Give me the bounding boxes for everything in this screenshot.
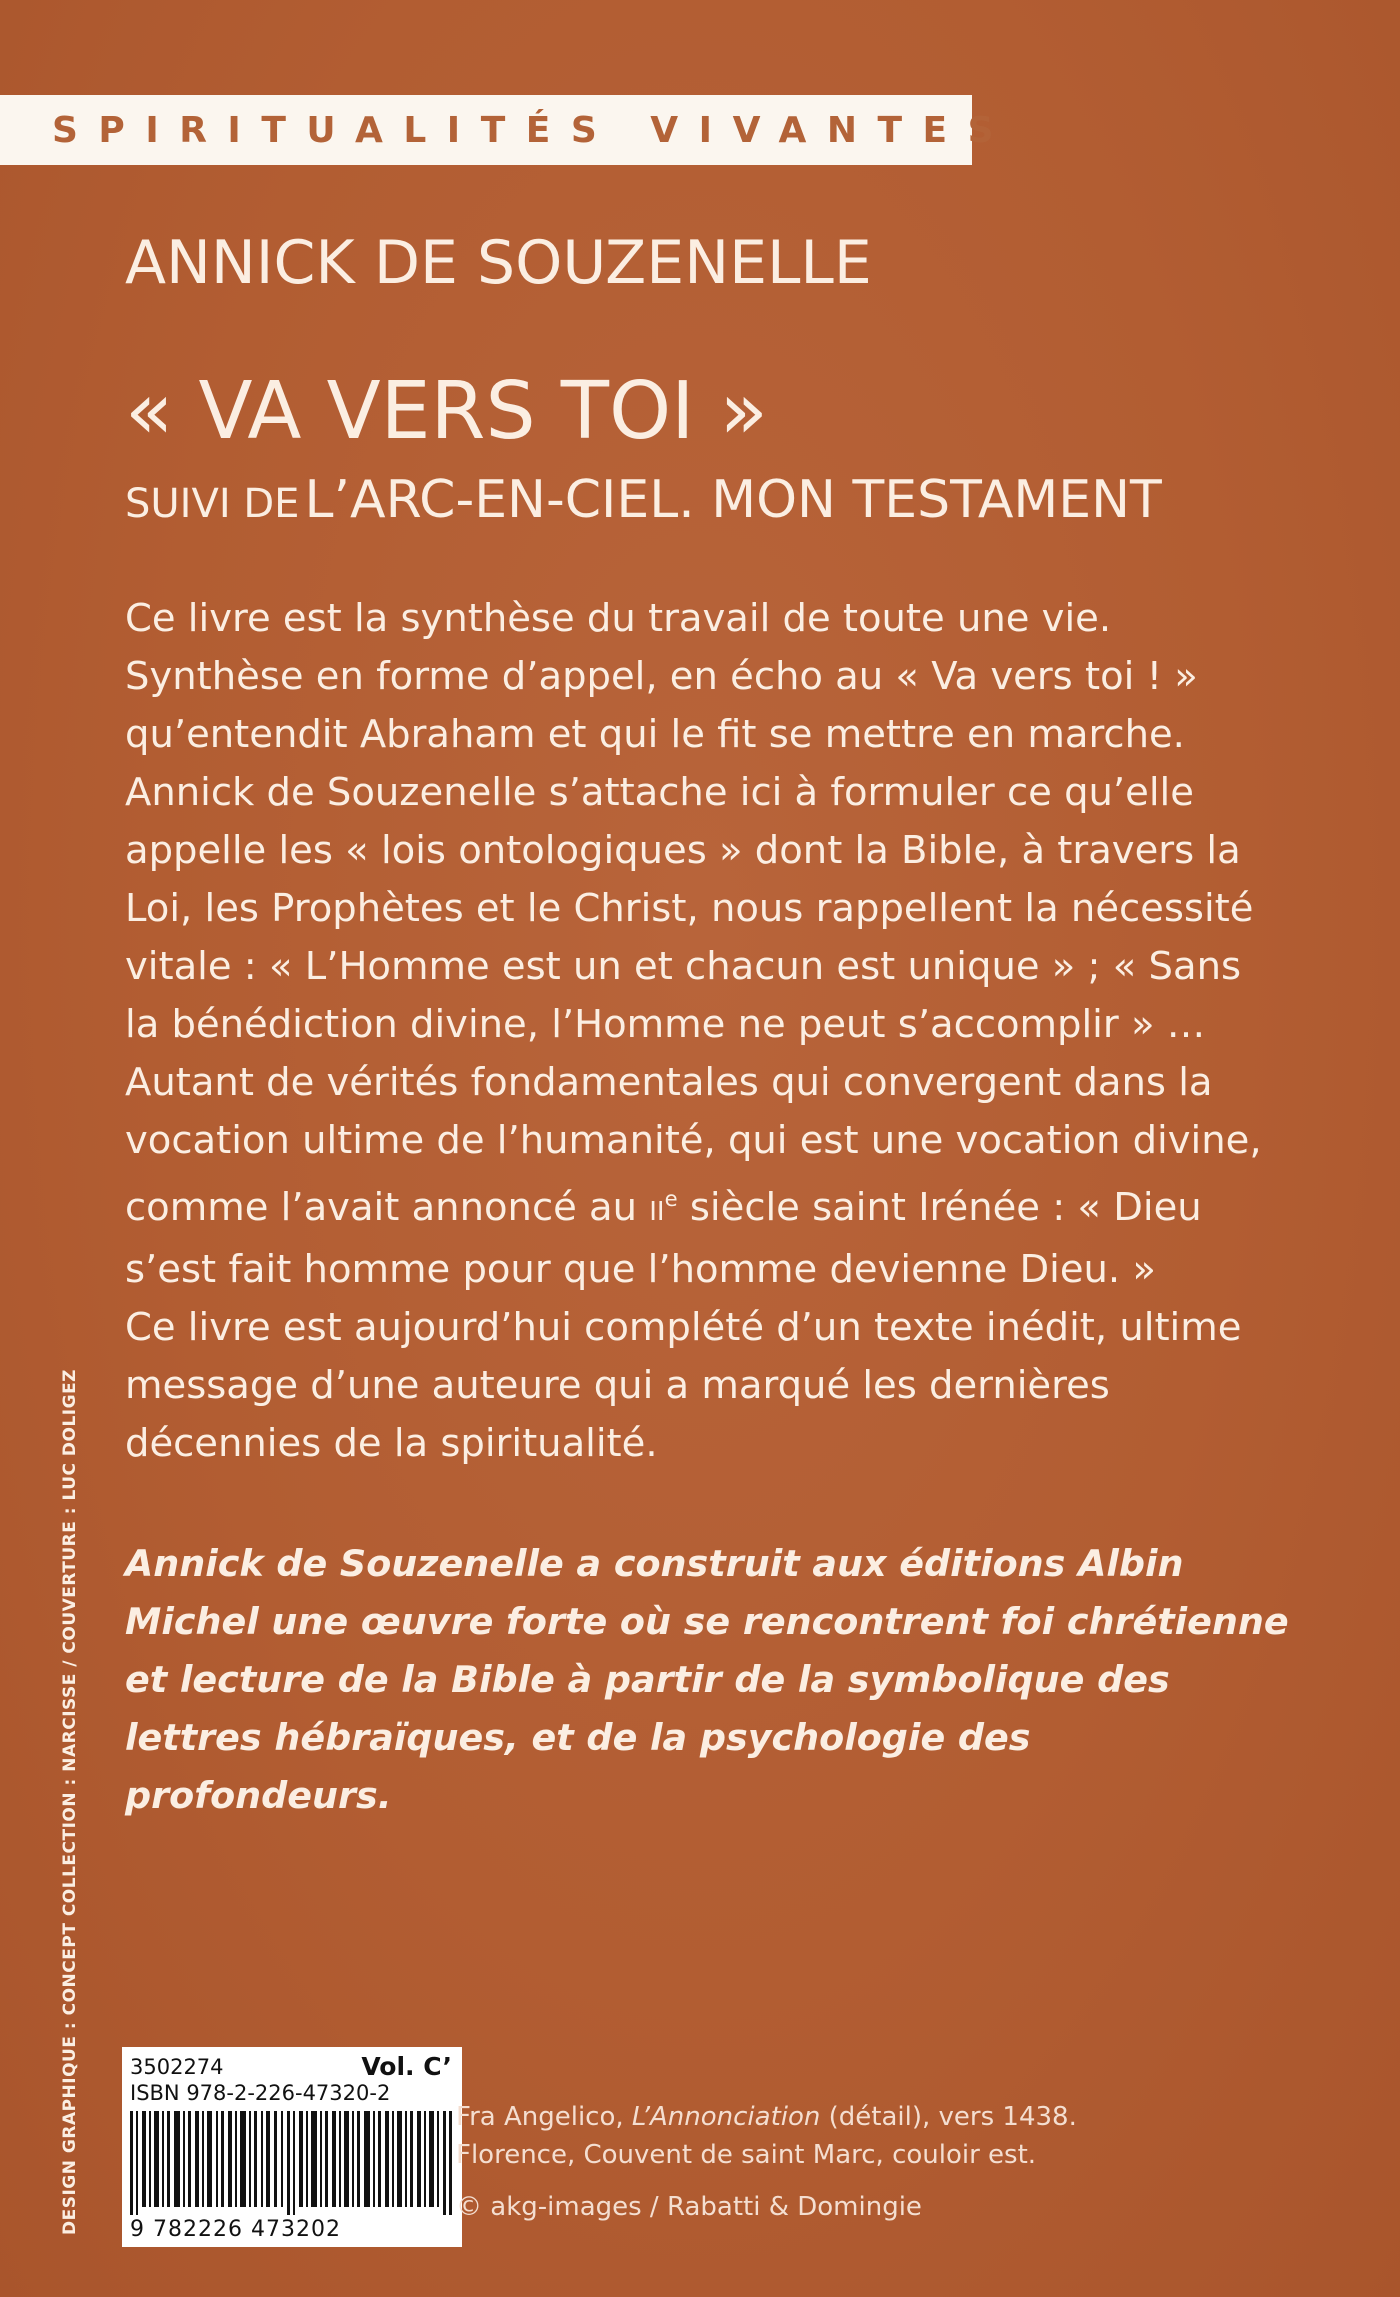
century-numeral: II [649,1196,665,1227]
book-title: « VA VERS TOI » [125,365,768,457]
bio-text: Annick de Souzenelle a construit aux éditions Albin Michel une œuvre forte où se rencontrent foi chrétienne et lecture de la Bible à partir de la symbolique des lettres hébraïques, et de la psychologie des profondeurs. [125,1542,1289,1817]
subtitle-main: L’ARC-EN-CIEL. MON TESTAMENT [304,470,1162,530]
century-suffix: e [664,1186,678,1211]
description-part-1: Ce livre est la synthèse du travail de toute une vie. Synthèse en forme d’appel, en écho au « Va vers toi ! » qu’entendit Abraham et qui le fit se mettre en marche. Annick de Souzenelle s’attache ici à formuler ce qu’elle appelle les « lois ontologiques » dont la Bible, à travers la Loi, les Prophètes et le Christ, nous rappellent la nécessité vitale : « L’Homme est un et chacun est unique » ; « Sans la bénédiction divine, l’Homme ne peut s’accomplir » … Autant de vérités fondamentales qui convergent dans la vocation ultime de l’humanité, qui est une vocation divine, comme l’avait annoncé au [125,596,1262,1230]
book-subtitle [125,470,1162,530]
collection-band [0,95,1015,165]
description-paragraph-2: Ce livre est aujourd’hui complété d’un texte inédit, ultime message d’une auteure qui a marqué les dernières décennies de la spiritualité. [125,1304,1242,1466]
author-bio [125,1535,1295,1825]
author-name: ANNICK DE SOUZENELLE [125,228,872,298]
image-credit [456,2098,1356,2226]
collection-name: SPIRITUALITÉS VIVANTES [52,109,1015,151]
design-credit: DESIGN GRAPHIQUE : CONCEPT COLLECTION : NARCISSE / COUVERTURE : LUC DOLIGEZ [60,1368,80,2235]
isbn: ISBN 978-2-226-47320-2 [130,2081,391,2105]
description-part-2: siècle saint Irénée : « Dieu s’est fait homme pour que l’homme devienne Dieu. » [125,1184,1202,1292]
credit-detail: (détail), vers 1438. [820,2102,1077,2132]
credit-artist: Fra Angelico, [456,2102,632,2132]
description [125,590,1285,1473]
barcode-digits: 9 782226 473202 [130,2217,341,2242]
volume-code: Vol. C’ [361,2052,452,2081]
credit-artwork [456,2098,1356,2136]
credit-work: L’Annonciation [631,2102,821,2132]
subtitle-prefix: SUIVI DE [125,481,300,527]
description-paragraph-1 [125,590,1285,1299]
credit-rights: © akg-images / Rabatti & Domingie [456,2192,922,2222]
barcode-box [122,2047,462,2247]
credit-location: Florence, Couvent de saint Marc, couloir est. [456,2140,1037,2170]
product-code: 3502274 [130,2055,224,2079]
barcode-bars [130,2111,452,2215]
